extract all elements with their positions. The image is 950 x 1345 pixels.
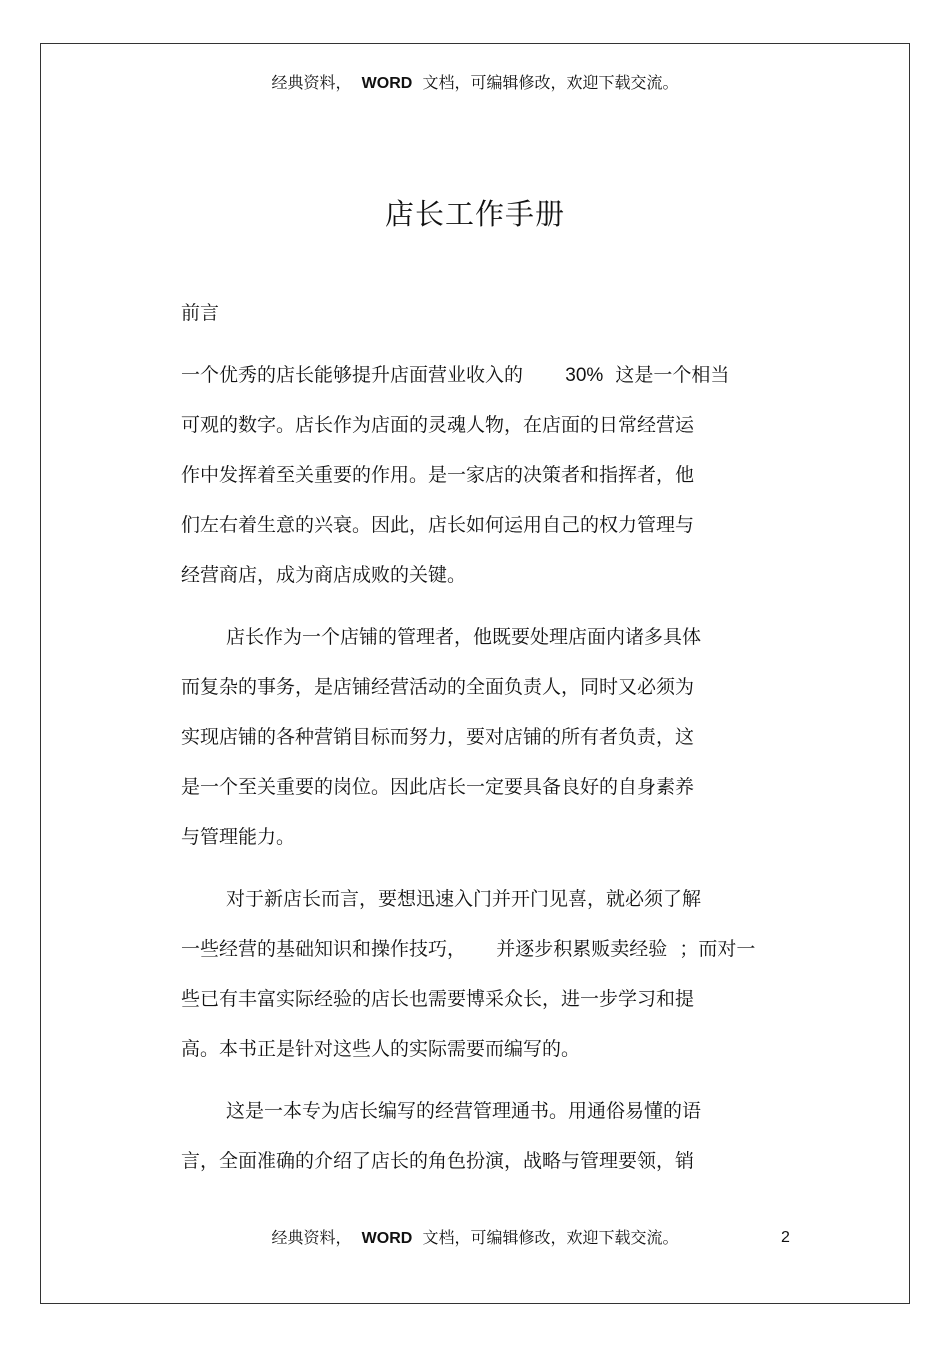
body-line: 对于新店长而言，要想迅速入门并开门见喜，就必须了解 [226,888,702,910]
page-footer [0,1228,950,1249]
body-line: 作中发挥着至关重要的作用。是一家店的决策者和指挥者，他 [181,464,695,486]
document-title: 店长工作手册 [384,197,565,231]
body-line [181,362,729,389]
header-suffix: 文档，可编辑修改，欢迎下载交流。 [422,73,679,92]
body-text: 这是一个相当 [615,364,730,386]
body-line: 是一个至关重要的岗位。因此店长一定要具备良好的自身素养 [181,776,695,798]
preface-heading: 前言 [181,302,220,324]
body-text: ；而对一 [679,938,756,960]
body-line: 些已有丰富实际经验的店长也需要博采众长，进一步学习和提 [181,988,695,1010]
body-line: 们左右着生意的兴衰。因此，店长如何运用自己的权力管理与 [181,514,695,536]
header-prefix: 经典资料， [271,73,352,92]
body-line: 高。本书正是针对这些人的实际需要而编写的。 [181,1038,581,1060]
body-line: 这是一本专为店长编写的经营管理通书。用通俗易懂的语 [226,1100,702,1122]
header-word-label: WORD [361,75,413,92]
body-text: 一个优秀的店长能够提升店面营业收入的 [181,364,524,386]
body-line: 言，全面准确的介绍了店长的角色扮演，战略与管理要领，销 [181,1150,695,1172]
body-line: 而复杂的事务，是店铺经营活动的全面负责人，同时又必须为 [181,676,695,698]
percent-value: 30% [565,365,604,386]
body-line: 可观的数字。店长作为店面的灵魂人物，在店面的日常经营运 [181,414,695,436]
body-text: 并逐步积累贩卖经验 [496,938,668,960]
body-line: 经营商店，成为商店成败的关键。 [181,564,467,586]
footer-prefix: 经典资料， [271,1228,352,1247]
body-line: 与管理能力。 [181,826,296,848]
footer-word-label: WORD [361,1230,413,1247]
body-line [181,936,755,962]
page-header [0,73,950,94]
page-number: 2 [781,1229,790,1246]
body-line: 实现店铺的各种营销目标而努力，要对店铺的所有者负责，这 [181,726,695,748]
footer-suffix: 文档，可编辑修改，欢迎下载交流。 [422,1228,679,1247]
body-text: 一些经营的基础知识和操作技巧， [181,938,467,960]
body-line: 店长作为一个店铺的管理者，他既要处理店面内诸多具体 [226,626,702,648]
